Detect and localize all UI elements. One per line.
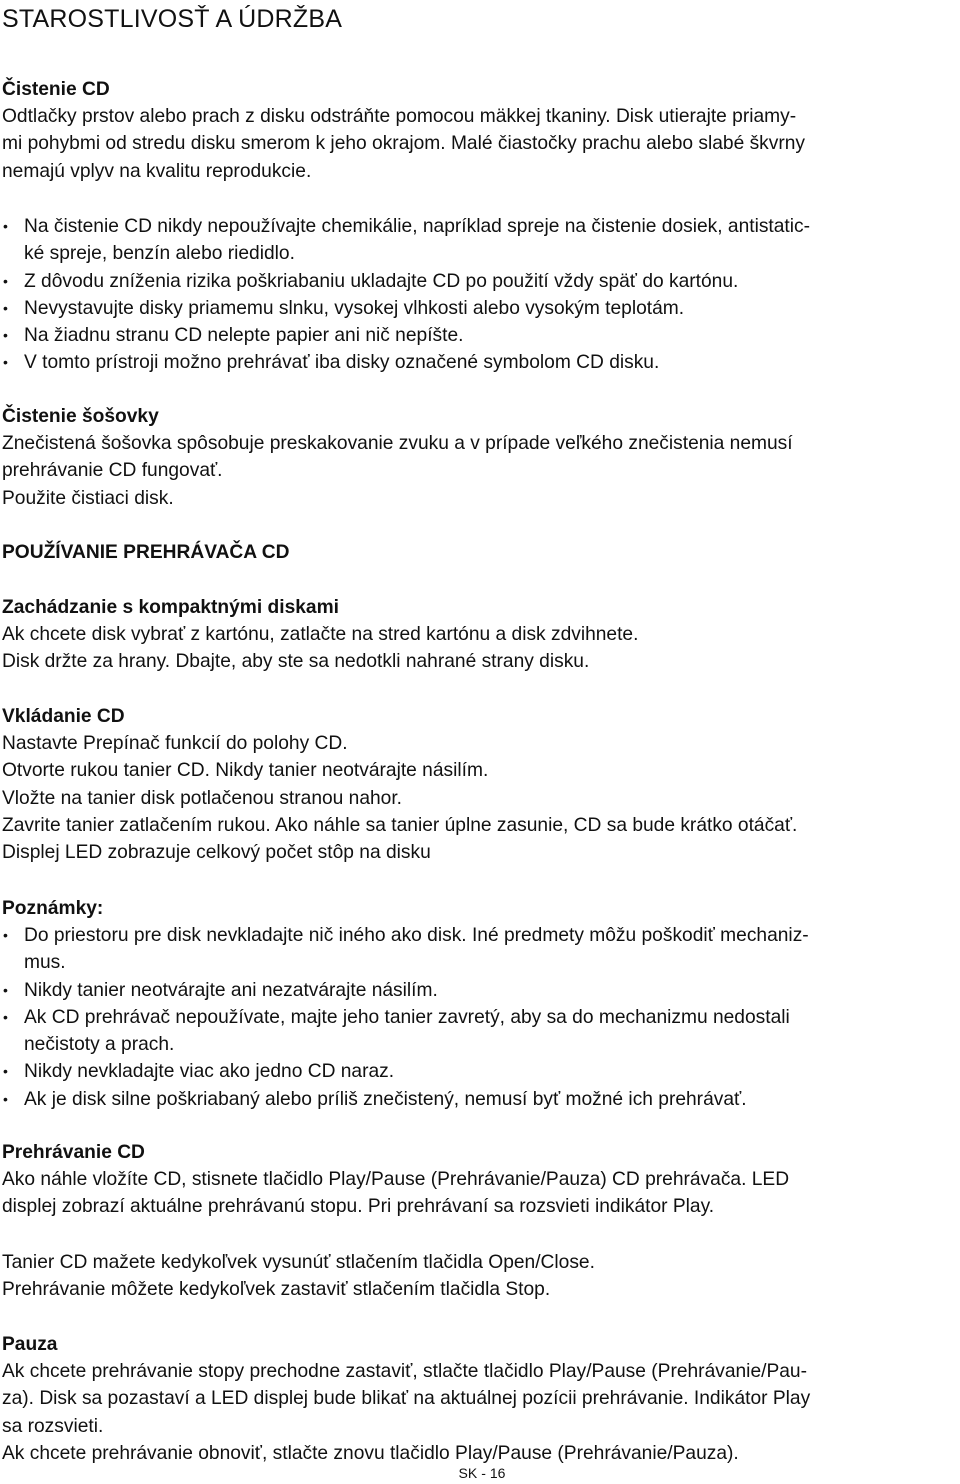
list-item: • Z dôvodu zníženia rizika poškriabaniu ukladajte CD po použití vždy späť do kartónu. xyxy=(2,268,957,295)
list-item: • V tomto prístroji možno prehrávať iba disky označené symbolom CD disku. xyxy=(2,349,957,376)
playback-text xyxy=(2,1166,957,1221)
bullet-icon: • xyxy=(3,327,8,344)
list-item: • Nevystavujte disky priamemu slnku, vysokej vlhkosti alebo vysokým teplotám. xyxy=(2,295,957,322)
text-line: Ak chcete disk vybrať z kartónu, zatlačte na stred kartónu a disk zdvihnete. xyxy=(2,624,639,645)
heading-cleaning-lens: Čistenie šošovky xyxy=(2,406,159,427)
bullet-icon: • xyxy=(3,927,8,943)
cleaning-cd-text xyxy=(2,103,957,185)
text-line: za). Disk sa pozastaví a LED displej bude blikať na aktuálnej pozícii prehrávanie. Indikátor Play xyxy=(2,1388,811,1410)
list-item: • Nikdy tanier neotvárajte ani nezatvárajte násilím. xyxy=(2,977,957,1004)
loading-text xyxy=(2,730,957,866)
list-item: • Na čistenie CD nikdy nepoužívajte chemikálie, napríklad spreje na čistenie dosiek, antistatic- ké spreje, benzín alebo riedidlo. xyxy=(2,213,957,268)
handling-text xyxy=(2,621,957,676)
text-line: Displej LED zobrazuje celkový počet stôp na disku xyxy=(2,842,431,864)
text-line: Znečistená šošovka spôsobuje preskakovanie zvuku a v prípade veľkého znečistenia nemusí xyxy=(2,433,793,454)
heading-loading: Vkládanie CD xyxy=(2,706,125,727)
heading-playback: Prehrávanie CD xyxy=(2,1142,145,1163)
heading-notes: Poznámky: xyxy=(2,898,104,919)
bullet-icon: • xyxy=(3,218,8,234)
bullet-icon: • xyxy=(3,1090,8,1107)
text-line: Zavrite tanier zatlačením rukou. Ako náhle sa tanier úplne zasunie, CD sa bude krátko otáčať. xyxy=(2,814,798,836)
text-line: Nastavte Prepínač funkcií do polohy CD. xyxy=(2,733,348,754)
cleaning-lens-text xyxy=(2,430,957,512)
list-item: • Do priestoru pre disk nevkladajte nič iného ako disk. Iné predmety môžu poškodiť mechaniz- mus. xyxy=(2,922,957,977)
list-item: • Ak CD prehrávač nepoužívate, majte jeho tanier zavretý, aby sa do mechanizmu nedostali nečistoty a prach. xyxy=(2,1004,957,1059)
text-line: mi pohybmi od stredu disku smerom k jeho okrajom. Malé čiastočky prachu alebo slabé škvrny xyxy=(2,133,806,155)
section-title-cd-player: POUŽÍVANIE PREHRÁVAČA CD xyxy=(2,542,290,563)
bullet-icon: • xyxy=(3,981,8,998)
bullet-icon: • xyxy=(3,354,8,371)
page-title: STAROSTLIVOSŤ A ÚDRŽBA xyxy=(2,5,343,33)
page-footer xyxy=(0,1464,960,1482)
text-line: prehrávanie CD fungovať. xyxy=(2,460,223,482)
footer-lang: SK xyxy=(458,1465,478,1481)
list-item: • Na žiadnu stranu CD nelepte papier ani nič nepíšte. xyxy=(2,322,957,349)
text-line: Vložte na tanier disk potlačenou stranou nahor. xyxy=(2,787,403,809)
heading-handling: Zachádzanie s kompaktnými diskami xyxy=(2,597,339,618)
text-line: Odtlačky prstov alebo prach z disku odstráňte pomocou mäkkej tkaniny. Disk utierajte priamy- xyxy=(2,106,797,127)
bullet-icon: • xyxy=(3,1063,8,1080)
text-line: Ak chcete prehrávanie obnoviť, stlačte znovu tlačidlo Play/Pause (Prehrávanie/Pauza). xyxy=(2,1442,739,1464)
text-line: Použite čistiaci disk. xyxy=(2,487,174,509)
text-line: Disk držte za hrany. Dbajte, aby ste sa nedotkli nahrané strany disku. xyxy=(2,651,590,673)
text-line: displej zobrazí aktuálne prehrávanú stopu. Pri prehrávaní sa rozsvieti indikátor Play. xyxy=(2,1196,715,1218)
text-line: Ako náhle vložíte CD, stisnete tlačidlo Play/Pause (Prehrávanie/Pauza) CD prehrávača. LED xyxy=(2,1169,790,1190)
notes-bullets xyxy=(2,922,957,1113)
text-line: Otvorte rukou tanier CD. Nikdy tanier neotvárajte násilím. xyxy=(2,760,489,782)
cleaning-cd-bullets xyxy=(2,213,957,377)
text-line: Ak chcete prehrávanie stopy prechodne zastaviť, stlačte tlačidlo Play/Pause (Prehrávanie/Pau- xyxy=(2,1361,807,1382)
heading-cleaning-cd: Čistenie CD xyxy=(2,79,110,100)
playback-text-2 xyxy=(2,1249,957,1304)
footer-separator: - xyxy=(481,1465,486,1481)
text-line: Prehrávanie môžete kedykoľvek zastaviť stlačením tlačidla Stop. xyxy=(2,1279,551,1301)
text-line: Tanier CD mažete kedykoľvek vysunúť stlačením tlačidla Open/Close. xyxy=(2,1252,595,1273)
text-line: nemajú vplyv na kvalitu reprodukcie. xyxy=(2,160,312,182)
bullet-icon: • xyxy=(3,299,8,316)
page-number: 16 xyxy=(489,1465,506,1481)
bullet-icon: • xyxy=(3,272,8,289)
heading-pause: Pauza xyxy=(2,1334,58,1355)
bullet-icon: • xyxy=(3,1008,8,1025)
text-line: sa rozsvieti. xyxy=(2,1415,104,1437)
list-item: • Nikdy nevkladajte viac ako jedno CD naraz. xyxy=(2,1058,957,1085)
pause-text xyxy=(2,1358,957,1467)
list-item: • Ak je disk silne poškriabaný alebo príliš znečistený, nemusí byť možné ich prehrávať. xyxy=(2,1086,957,1113)
